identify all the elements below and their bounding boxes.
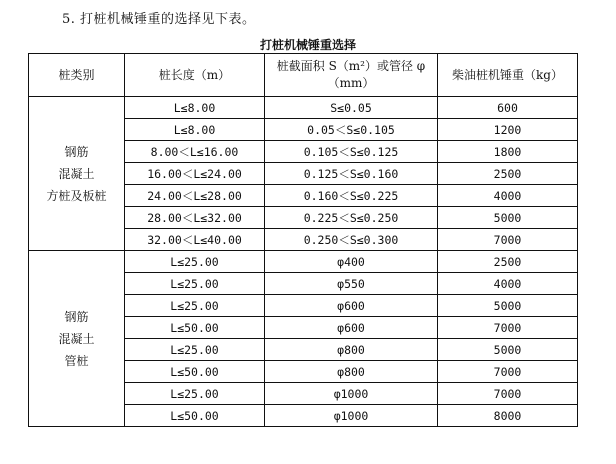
hammer-cell: 7000 — [438, 229, 578, 251]
length-cell: L≤25.00 — [125, 251, 265, 273]
category-line: 方桩及板桩 — [46, 188, 107, 203]
hammer-cell: 4000 — [438, 185, 578, 207]
category-cell — [29, 97, 125, 251]
hammer-cell: 600 — [438, 97, 578, 119]
category-line: 混凝土 — [58, 331, 95, 346]
length-cell: L≤25.00 — [125, 273, 265, 295]
section-cell: 0.105＜S≤0.125 — [265, 141, 438, 163]
section-cell: φ800 — [265, 361, 438, 383]
length-cell: L≤25.00 — [125, 339, 265, 361]
length-cell: 8.00＜L≤16.00 — [125, 141, 265, 163]
header-length: 桩长度（m） — [125, 54, 265, 97]
hammer-cell: 5000 — [438, 207, 578, 229]
hammer-cell: 4000 — [438, 273, 578, 295]
length-cell: 16.00＜L≤24.00 — [125, 163, 265, 185]
category-line: 钢筋 — [64, 144, 89, 159]
length-cell: L≤50.00 — [125, 317, 265, 339]
section-cell: φ600 — [265, 295, 438, 317]
length-cell: 28.00＜L≤32.00 — [125, 207, 265, 229]
group-pipe-pile — [29, 251, 578, 427]
section-cell: φ600 — [265, 317, 438, 339]
length-cell: L≤50.00 — [125, 405, 265, 427]
hammer-cell: 1200 — [438, 119, 578, 141]
section-cell: 0.05＜S≤0.105 — [265, 119, 438, 141]
section-cell: φ550 — [265, 273, 438, 295]
section-cell: 0.125＜S≤0.160 — [265, 163, 438, 185]
header-type: 桩类别 — [29, 54, 125, 97]
length-cell: L≤8.00 — [125, 97, 265, 119]
section-cell: 0.225＜S≤0.250 — [265, 207, 438, 229]
category-line: 混凝土 — [58, 166, 95, 181]
hammer-cell: 2500 — [438, 251, 578, 273]
category-line: 钢筋 — [64, 309, 89, 324]
hammer-weight-table — [28, 53, 578, 427]
section-cell: S≤0.05 — [265, 97, 438, 119]
hammer-cell: 1800 — [438, 141, 578, 163]
hammer-cell: 5000 — [438, 295, 578, 317]
header-hammer: 柴油桩机锤重（kg） — [438, 54, 578, 97]
intro-text: 5. 打桩机械锤重的选择见下表。 — [62, 12, 256, 27]
hammer-cell: 8000 — [438, 405, 578, 427]
group-square-pile — [29, 97, 578, 251]
length-cell: 32.00＜L≤40.00 — [125, 229, 265, 251]
section-cell: 0.250＜S≤0.300 — [265, 229, 438, 251]
section-cell: 0.160＜S≤0.225 — [265, 185, 438, 207]
header-section-line2: （mm） — [327, 76, 375, 90]
table-caption: 打桩机械锤重选择 — [259, 38, 356, 52]
length-cell: 24.00＜L≤28.00 — [125, 185, 265, 207]
hammer-cell: 7000 — [438, 317, 578, 339]
hammer-cell: 5000 — [438, 339, 578, 361]
section-cell: φ800 — [265, 339, 438, 361]
header-row — [29, 54, 578, 97]
length-cell: L≤25.00 — [125, 295, 265, 317]
hammer-cell: 7000 — [438, 383, 578, 405]
category-cell — [29, 251, 125, 427]
section-cell: φ1000 — [265, 405, 438, 427]
section-cell: φ1000 — [265, 383, 438, 405]
category-line: 管桩 — [64, 353, 89, 368]
table-row — [29, 97, 578, 119]
length-cell: L≤50.00 — [125, 361, 265, 383]
hammer-cell: 7000 — [438, 361, 578, 383]
length-cell: L≤25.00 — [125, 383, 265, 405]
length-cell: L≤8.00 — [125, 119, 265, 141]
hammer-cell: 2500 — [438, 163, 578, 185]
section-cell: φ400 — [265, 251, 438, 273]
table-row — [29, 251, 578, 273]
header-section-line1: 桩截面积 S（m²）或管径 φ — [276, 59, 426, 73]
header-section — [265, 54, 438, 97]
